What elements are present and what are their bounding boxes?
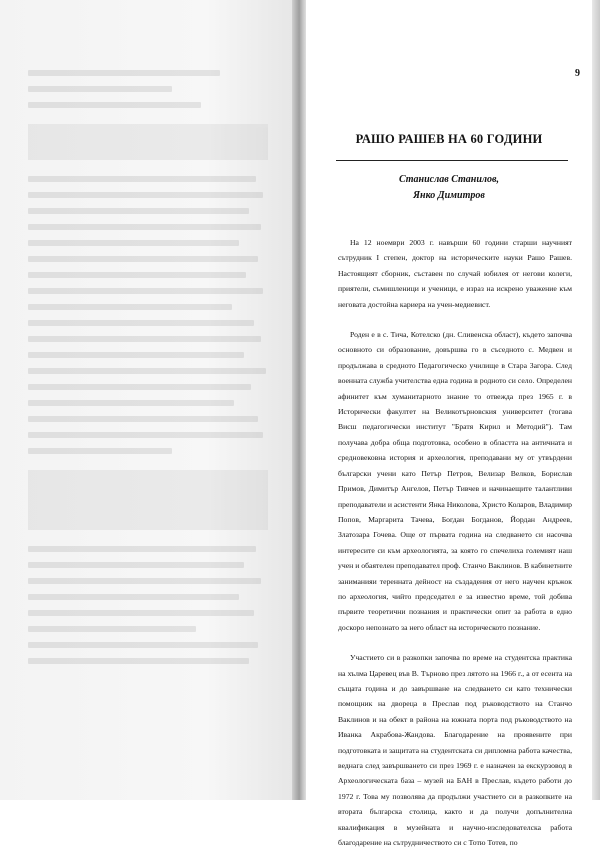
author-2: Янко Димитров bbox=[413, 190, 485, 201]
article-title: РАШО РАШЕВ НА 60 ГОДИНИ bbox=[355, 132, 543, 146]
paragraph-1: На 12 ноември 2003 г. навърши 60 години старши научният сътрудник I степен, доктор на историческите науки Рашо Рашев. Настоящият сборник, съставен по случай юбилея от негови колеги, приятели, съмишленици и ученици, е израз на искрено уважение към неговата достойна кариера на учен-медиевист. bbox=[338, 238, 572, 309]
paragraph-3: Участието си в разкопки започва по време на студентска практика на хълма Царевец във В. Търново през лятото на 1966 г., а от есента на същата година и до завършване на следването си като технически помощник на дворeца в Преслав под ръководството на Станчо Ваклинов и на обект в района на южната порта под ръководството на Иванка Акрабова-Жандова. Благодарение на проявените при подготовката и защитата на студентската си дипломна работа качества, веднага след завършването си през 1969 г. е назначен за екскурзовод в Археологическата база – музей на БАН в Преслав, където работи до 1972 г. Това му позволява да продължи участието си в разкопките на втората българска столица, както и да получи допълнителна квалификация в музейната и научно-изследователска работа благодарение на сътрудничеството си с Тотю Тотев, по bbox=[338, 653, 572, 848]
page-number: 9 bbox=[575, 68, 580, 79]
title-rule bbox=[336, 160, 568, 161]
author-1: Станислав Станилов, bbox=[398, 174, 500, 185]
article-body bbox=[338, 235, 572, 850]
page-edge bbox=[592, 0, 600, 800]
right-page bbox=[306, 0, 592, 848]
mirrored-text-ghost bbox=[28, 70, 268, 790]
left-page-bleed bbox=[0, 0, 296, 800]
article-authors bbox=[306, 172, 592, 204]
paragraph-2: Роден е в с. Тича, Котелско (дн. Сливенска област), където започва основното си образование, довършва го в съседното с. Медвен и продължава в средното Педагогическо училище в Стара Загора. След военната служба учителства една година в родното си село. Определен афинитет към хуманитарното знание то отвежда през 1965 г. в Исторически факултет на Великотърновския университет (тогава Висш педагогически институт "Братя Кирил и Методий"). Там получава добра обща подготовка, особено в областта на античната и средновековна история и археология, преподавани му от утвърдени български учени като Петър Петров, Велизар Велков, Борислав Примов, Димитър Ангелов, Петър Тивчев и начинаещите талантливи преподаватели и асистенти Янка Николова, Христо Коларов, Владимир Попов, Маргарита Тачева, Богдан Богданов, Йордан Андреев, Златозара Гочева. Още от първата година на следването си насочва интересите си към археологията, за която го спечелиха големият наш учен и обаятелен преподавател проф. Станчо Ваклинов. В кабинетните заниманияи теренната дейност на създадения от него научен кръжок по археология, чийто председател е за известно време, той добива първите теоретични познания и практически опит за работа в едно доскоро непознато за него област на историческото познание. bbox=[338, 330, 572, 632]
